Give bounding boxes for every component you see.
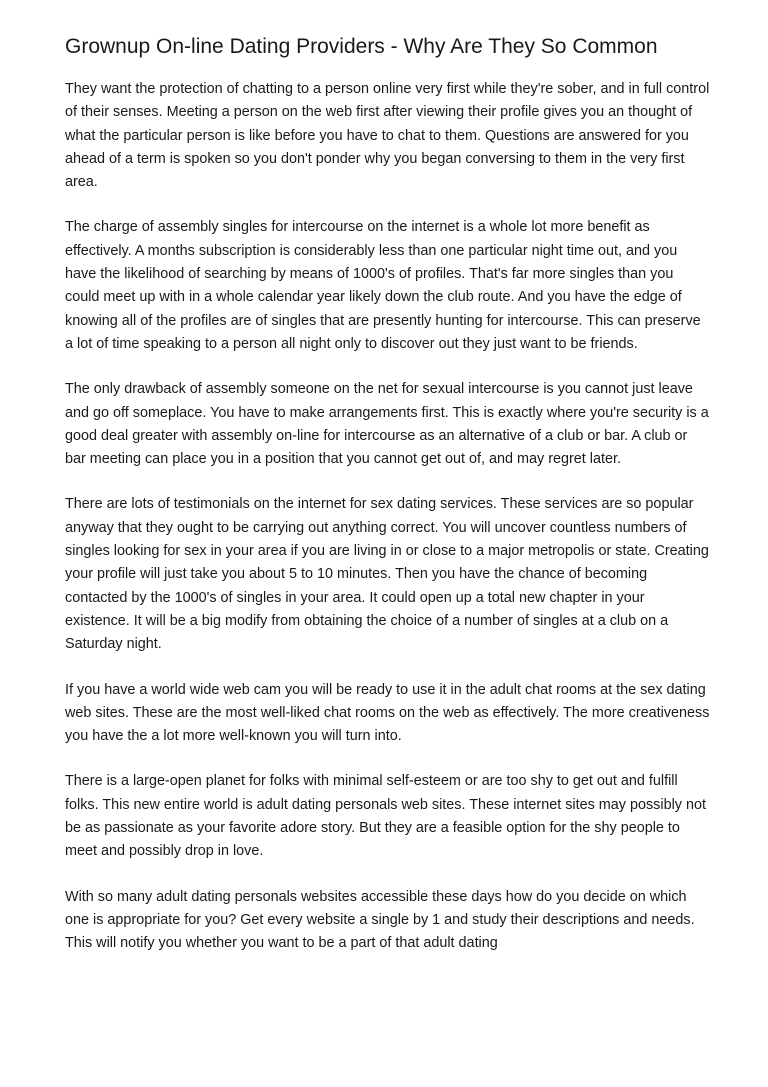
paragraph-1: They want the protection of chatting to a person online very first while they're sober, and in full control of their senses. Meeting a person on the web first after viewing their profile gives you an thought of what the particular person is like before you have to chat to them. Questions are answered for you ahead of a term is spoken so you don't ponder why you began conversing to them in the very first area. [65,81,710,191]
document-page [65,36,710,978]
paragraph-2: The charge of assembly singles for intercourse on the internet is a whole lot more benefit as effectively. A months subscription is considerably less than one particular night time out, and you have the likelihood of searching by means of 1000's of profiles. That's far more singles than you could meet up with in a whole calendar year likely down the club route. And you have the edge of knowing all of the profiles are of singles that are presently hunting for intercourse. This can preserve a lot of time speaking to a person all night only to discover out they just want to be friends. [65,219,701,352]
paragraph-7: With so many adult dating personals websites accessible these days how do you decide on which one is appropriate for you? Get every website a single by 1 and study their descriptions and needs. This will notify you whether you want to be a part of that adult dating [65,888,695,952]
page-title: Grownup On-line Dating Providers - Why Are They So Common [65,35,658,58]
paragraph-5: If you have a world wide web cam you will be ready to use it in the adult chat rooms at the sex dating web sites. These are the most well-liked chat rooms on the web as effectively. The more creativeness you have the a lot more well-known you will turn into. [65,681,710,745]
paragraph-3: The only drawback of assembly someone on the net for sexual intercourse is you cannot just leave and go off someplace. You have to make arrangements first. This is exactly where you're security is a good deal greater with assembly on-line for intercourse as an alternative of a club or bar. A club or bar meeting can place you in a position that you cannot get out of, and may regret later. [65,381,709,468]
paragraph-4: There are lots of testimonials on the internet for sex dating services. These services are so popular anyway that they ought to be carrying out anything correct. You will uncover countless numbers of singles looking for sex in your area if you are living in or close to a major metropolis or state. Creating your profile will just take you about 5 to 10 minutes. Then you have the chance of becoming contacted by the 1000's of singles in your area. It could open up a total new chapter in your existence. It will be a big modify from obtaining the choice of a number of singles at a club on a Saturday night. [65,496,709,653]
paragraph-6: There is a large-open planet for folks with minimal self-esteem or are too shy to get out and fulfill folks. This new entire world is adult dating personals web sites. These internet sites may possibly not be as passionate as your favorite adore story. But they are a feasible option for the shy people to meet and possibly drop in love. [65,773,706,860]
